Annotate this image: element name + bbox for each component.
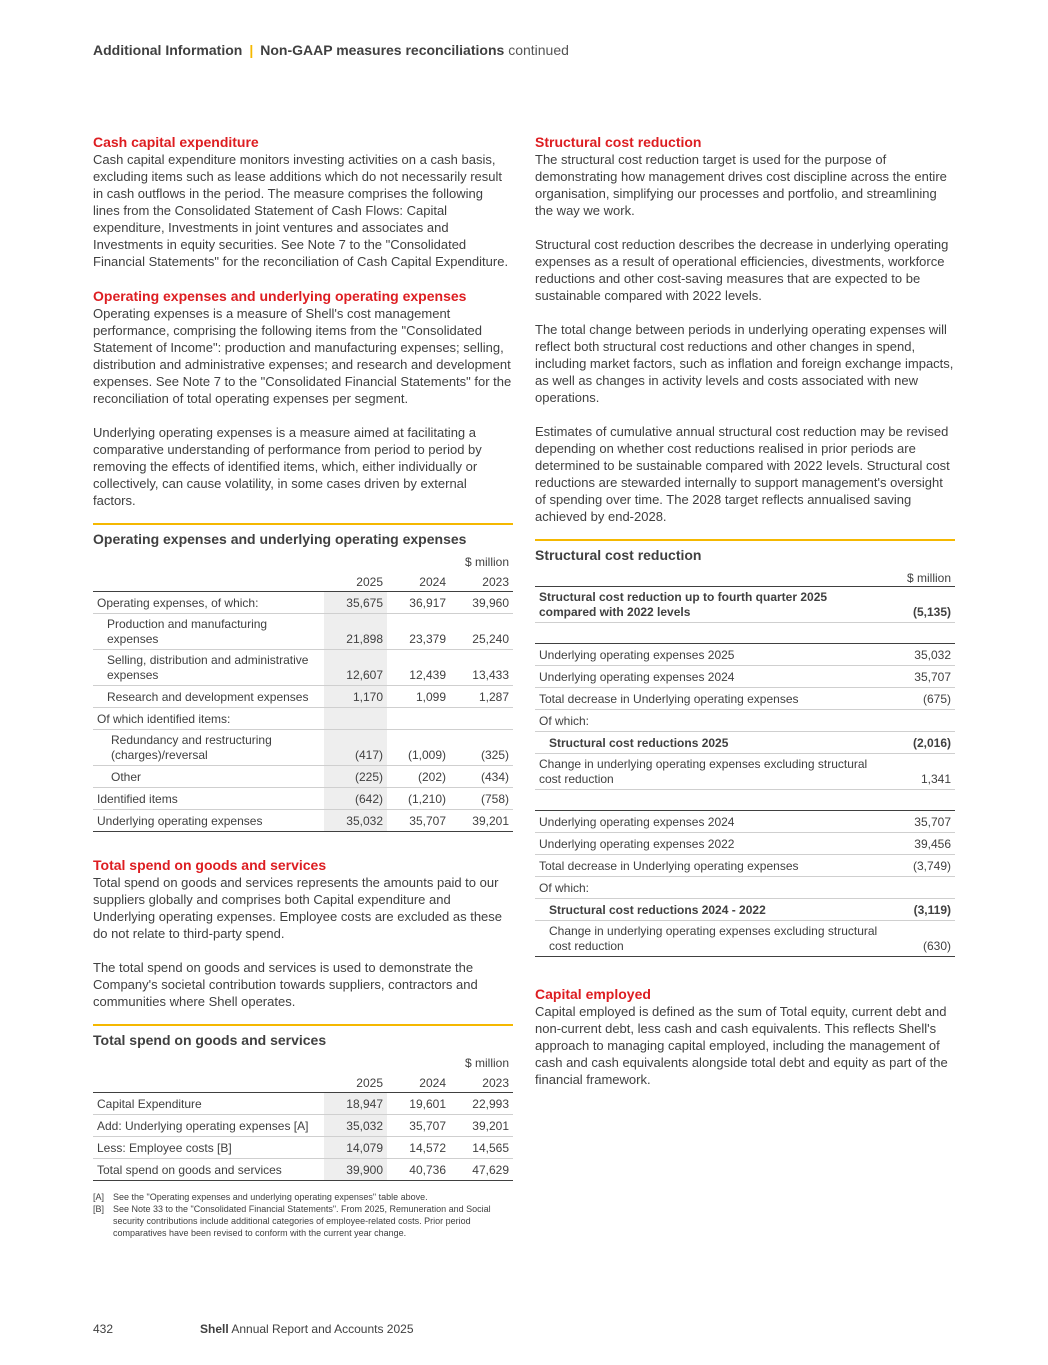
cell-value: (630) bbox=[885, 921, 955, 957]
table-row bbox=[535, 688, 955, 710]
table-row bbox=[535, 855, 955, 877]
table-row bbox=[93, 788, 513, 810]
footnote-key: [A] bbox=[93, 1192, 105, 1202]
spend-year-2024: 2024 bbox=[387, 1071, 450, 1093]
row-label: Redundancy and restructuring (charges)/reversal bbox=[93, 730, 324, 766]
scr-body-4: Estimates of cumulative annual structural cost reduction may be revised depending on whether cost reductions realised in prior periods are determined to be sustainable compared with 2022 levels. Structural cost reductions are stewarded internally to support management's oversight of spending over time. The 2028 target reflects annualised saving achieved by end-2028. bbox=[535, 424, 950, 524]
cell-value: 14,565 bbox=[450, 1137, 513, 1159]
cell-value: 39,900 bbox=[324, 1159, 387, 1181]
cell-value: 35,707 bbox=[387, 1115, 450, 1137]
page-header bbox=[93, 42, 569, 58]
cash-capex-body: Cash capital expenditure monitors investing activities on a cash basis, excluding items such as lease additions which do not necessarily result in cash outflows in the period. The measure comprises the following lines from the Consolidated Statement of Cash Flows: Capital expenditure, Investments in joint ventures and associates and Investments in equity securities. See Note 7 to the "Consolidated Financial Statements" for the reconciliation of Cash Capital Expenditure. bbox=[93, 152, 509, 269]
cell-value: (642) bbox=[324, 788, 387, 810]
right-column bbox=[535, 133, 955, 1088]
header-section: Additional Information bbox=[93, 42, 243, 58]
cell-value: 19,601 bbox=[387, 1093, 450, 1115]
row-label: Underlying operating expenses 2024 bbox=[535, 666, 885, 688]
table-row bbox=[93, 730, 513, 766]
spend-body-1: Total spend on goods and services represents the amounts paid to our suppliers globally and comprises both Capital expenditure and Underlying operating expenses. Employee costs are excluded as these do not relate to third-party spend. bbox=[93, 875, 503, 941]
cell-value: 18,947 bbox=[324, 1093, 387, 1115]
table-row bbox=[535, 811, 955, 833]
row-label: Total decrease in Underlying operating expenses bbox=[535, 688, 885, 710]
cell-value: (417) bbox=[324, 730, 387, 766]
row-label: Of which: bbox=[535, 710, 885, 732]
table-row bbox=[93, 614, 513, 650]
cell-value: (3,119) bbox=[885, 899, 955, 921]
table-row bbox=[93, 766, 513, 788]
cell-value: 23,379 bbox=[387, 614, 450, 650]
opex-year-2023: 2023 bbox=[450, 570, 513, 592]
page-footer bbox=[93, 1322, 414, 1336]
row-label: Identified items bbox=[93, 788, 324, 810]
cell-value: 36,917 bbox=[387, 592, 450, 614]
cell-value: 1,170 bbox=[324, 686, 387, 708]
footnote-key: [B] bbox=[93, 1204, 105, 1214]
cell-value: 1,341 bbox=[885, 754, 955, 790]
cell-value: 39,960 bbox=[450, 592, 513, 614]
cell-value: 12,607 bbox=[324, 650, 387, 686]
table-row bbox=[535, 754, 955, 790]
cell-value: (434) bbox=[450, 766, 513, 788]
capital-employed-body: Capital employed is defined as the sum of Total equity, current debt and non-current debt, less cash and cash equivalents. This reflects Shell's approach to managing capital employed, including the management of cash and cash equivalents alongside total debt and equity as part of the financial framework. bbox=[535, 1004, 948, 1087]
spend-table-unit: $ million bbox=[464, 1056, 509, 1070]
cell-value: (1,210) bbox=[387, 788, 450, 810]
table-row bbox=[93, 650, 513, 686]
cell-value: 35,032 bbox=[324, 810, 387, 832]
row-label: Operating expenses, of which: bbox=[93, 592, 324, 614]
spend-title: Total spend on goods and services bbox=[93, 857, 327, 873]
cell-value: 25,240 bbox=[450, 614, 513, 650]
row-label: Total spend on goods and services bbox=[93, 1159, 324, 1181]
cell-value: 35,707 bbox=[387, 810, 450, 832]
cell-value: 12,439 bbox=[387, 650, 450, 686]
table-row bbox=[535, 921, 955, 957]
cell-value: (758) bbox=[450, 788, 513, 810]
scr-body-2: Structural cost reduction describes the decrease in underlying operating expenses as a result of operational efficiencies, divestments, workforce reductions and other cost-saving measures that are expected to be sustainable compared with 2022 levels. bbox=[535, 237, 949, 303]
cell-value: 40,736 bbox=[387, 1159, 450, 1181]
header-continued: continued bbox=[508, 42, 569, 58]
scr-table-unit: $ million bbox=[906, 571, 951, 585]
scr-body-1: The structural cost reduction target is used for the purpose of demonstrating how management drives cost discipline across the entire organisation, simplifying our processes and portfolio, and streamlining the way we work. bbox=[535, 152, 947, 218]
table-row bbox=[93, 708, 513, 730]
row-label: Capital Expenditure bbox=[93, 1093, 324, 1115]
cell-value: 35,707 bbox=[885, 666, 955, 688]
cell-value: (3,749) bbox=[885, 855, 955, 877]
footer-title: Annual Report and Accounts 2025 bbox=[231, 1322, 414, 1336]
table-row bbox=[93, 1137, 513, 1159]
table-row bbox=[93, 592, 513, 614]
cell-value: 14,572 bbox=[387, 1137, 450, 1159]
opex-body-1: Operating expenses is a measure of Shell's cost management performance, comprising the following items from the "Consolidated Statement of Income": production and manufacturing expenses; selling, distribution and administrative expenses; and research and development expenses. See Note 7 to the "Consolidated Financial Statements" for the reconciliation of total operating expenses per segment. bbox=[93, 306, 512, 406]
table-row bbox=[535, 644, 955, 666]
table-row bbox=[93, 1093, 513, 1115]
cell-value: (675) bbox=[885, 688, 955, 710]
opex-table bbox=[93, 548, 513, 832]
cell-value: (325) bbox=[450, 730, 513, 766]
table-row bbox=[93, 686, 513, 708]
cell-value: 35,032 bbox=[885, 644, 955, 666]
cell-value: 22,993 bbox=[450, 1093, 513, 1115]
opex-body-2: Underlying operating expenses is a measure aimed at facilitating a comparative understanding of performance from period to period by removing the effects of identified items, which, either individually or collectively, can cause volatility, in some cases driven by external factors. bbox=[93, 425, 482, 508]
cell-value: 1,287 bbox=[450, 686, 513, 708]
cell-value: (2,016) bbox=[885, 732, 955, 754]
row-label: Underlying operating expenses 2024 bbox=[535, 811, 885, 833]
cash-capex-title: Cash capital expenditure bbox=[93, 134, 259, 150]
cell-value: 39,456 bbox=[885, 833, 955, 855]
scr-title: Structural cost reduction bbox=[535, 134, 702, 150]
cell-value: 35,032 bbox=[324, 1115, 387, 1137]
cell-value: (202) bbox=[387, 766, 450, 788]
scr-table bbox=[535, 564, 955, 957]
row-label: Structural cost reduction up to fourth quarter 2025 compared with 2022 levels bbox=[535, 587, 885, 623]
table-row bbox=[535, 833, 955, 855]
table-row bbox=[535, 666, 955, 688]
row-label: Underlying operating expenses bbox=[93, 810, 324, 832]
spend-year-2025: 2025 bbox=[324, 1071, 387, 1093]
spend-footnotes bbox=[93, 1191, 513, 1239]
opex-year-2025: 2025 bbox=[324, 570, 387, 592]
cell-value: 1,099 bbox=[387, 686, 450, 708]
cell-value: 39,201 bbox=[450, 810, 513, 832]
row-label: Less: Employee costs [B] bbox=[93, 1137, 324, 1159]
spend-body-2: The total spend on goods and services is used to demonstrate the Company's societal contribution towards suppliers, contractors and communities where Shell operates. bbox=[93, 960, 478, 1009]
row-label: Structural cost reductions 2024 - 2022 bbox=[535, 899, 885, 921]
opex-table-unit: $ million bbox=[464, 555, 509, 569]
table-row bbox=[535, 877, 955, 899]
row-label: Production and manufacturing expenses bbox=[93, 614, 324, 650]
scr-body-3: The total change between periods in underlying operating expenses will reflect both structural cost reductions and other changes in spend, including market factors, such as inflation and foreign exchange impacts, as well as changes in activity levels and costs associated with new operations. bbox=[535, 322, 954, 405]
page-number: 432 bbox=[93, 1322, 114, 1336]
header-subsection: Non-GAAP measures reconciliations bbox=[260, 42, 505, 58]
table-row bbox=[93, 1159, 513, 1181]
scr-table-title: Structural cost reduction bbox=[535, 539, 955, 564]
row-label: Total decrease in Underlying operating expenses bbox=[535, 855, 885, 877]
row-label: Research and development expenses bbox=[93, 686, 324, 708]
row-label: Structural cost reductions 2025 bbox=[535, 732, 885, 754]
cell-value: (5,135) bbox=[885, 587, 955, 623]
cell-value: 47,629 bbox=[450, 1159, 513, 1181]
table-row bbox=[93, 810, 513, 832]
cell-value: (1,009) bbox=[387, 730, 450, 766]
row-label: Change in underlying operating expenses excluding structural cost reduction bbox=[535, 754, 885, 790]
row-label: Of which: bbox=[535, 877, 885, 899]
left-column bbox=[93, 133, 513, 1239]
footnote-a bbox=[93, 1191, 513, 1203]
opex-table-title: Operating expenses and underlying operating expenses bbox=[93, 523, 513, 548]
cell-value: 13,433 bbox=[450, 650, 513, 686]
row-label: Other bbox=[93, 766, 324, 788]
table-row bbox=[535, 710, 955, 732]
table-row bbox=[93, 1115, 513, 1137]
spend-table bbox=[93, 1049, 513, 1181]
footer-brand: Shell bbox=[200, 1322, 229, 1336]
cell-value: 35,675 bbox=[324, 592, 387, 614]
capital-employed-title: Capital employed bbox=[535, 986, 651, 1002]
cell-value: 21,898 bbox=[324, 614, 387, 650]
row-label: Underlying operating expenses 2022 bbox=[535, 833, 885, 855]
row-label: Selling, distribution and administrative expenses bbox=[93, 650, 324, 686]
opex-year-2024: 2024 bbox=[387, 570, 450, 592]
header-separator: | bbox=[249, 42, 254, 58]
table-row bbox=[535, 587, 955, 623]
cell-value: 14,079 bbox=[324, 1137, 387, 1159]
row-label: Change in underlying operating expenses excluding structural cost reduction bbox=[535, 921, 885, 957]
table-row bbox=[535, 732, 955, 754]
cell-value: 35,707 bbox=[885, 811, 955, 833]
opex-title: Operating expenses and underlying operating expenses bbox=[93, 288, 467, 304]
footnote-b bbox=[93, 1203, 513, 1239]
row-label: Of which identified items: bbox=[93, 708, 324, 730]
spend-year-2023: 2023 bbox=[450, 1071, 513, 1093]
cell-value: (225) bbox=[324, 766, 387, 788]
table-row bbox=[535, 899, 955, 921]
row-label: Add: Underlying operating expenses [A] bbox=[93, 1115, 324, 1137]
footnote-text: See the "Operating expenses and underlying operating expenses" table above. bbox=[113, 1192, 428, 1202]
footnote-text: See Note 33 to the "Consolidated Financial Statements". From 2025, Remuneration and Social security contributions include additional categories of employee-related costs. Prior period comparatives have been revised to conform with the current year change. bbox=[113, 1204, 491, 1238]
cell-value: 39,201 bbox=[450, 1115, 513, 1137]
spend-table-title: Total spend on goods and services bbox=[93, 1024, 513, 1049]
row-label: Underlying operating expenses 2025 bbox=[535, 644, 885, 666]
